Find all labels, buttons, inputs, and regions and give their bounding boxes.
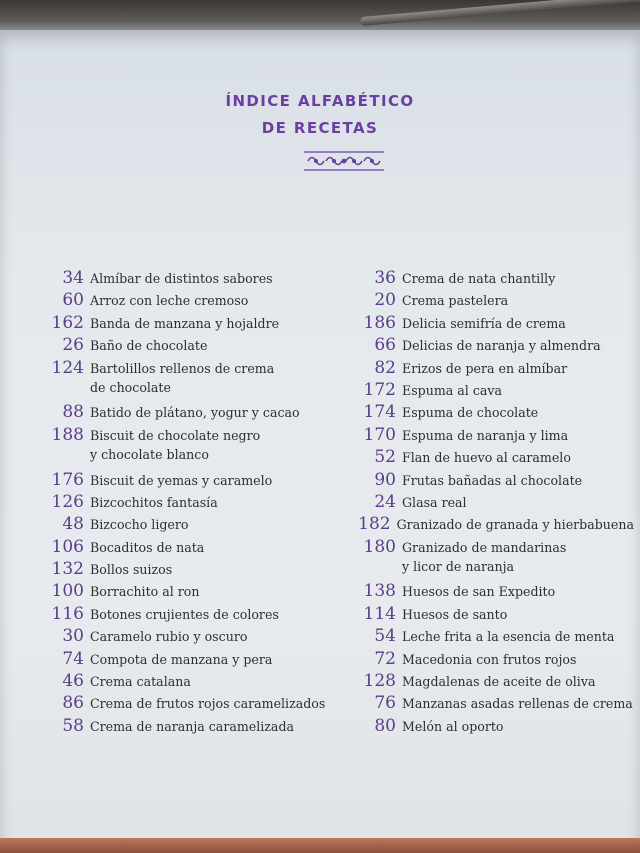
recipe-name: Crema catalana: [90, 674, 191, 690]
recipe-name: Baño de chocolate: [90, 338, 208, 354]
recipe-name: Crema pastelera: [402, 293, 509, 309]
index-column-right: [334, 268, 634, 738]
recipe-name: Granizado de granada y hierbabuena: [396, 517, 634, 533]
page-number: 80: [374, 715, 396, 736]
index-entry: [334, 335, 634, 357]
recipe-name: de chocolate: [90, 379, 171, 395]
index-entry: [22, 604, 332, 626]
index-entry: [22, 425, 332, 447]
index-entry: [334, 537, 634, 559]
index-entry-continuation: [334, 559, 634, 581]
index-entry: [22, 649, 332, 671]
recipe-name: Bizcocho ligero: [90, 517, 189, 533]
page-number: 66: [374, 335, 396, 356]
page-number: 36: [374, 268, 396, 288]
recipe-name: y licor de naranja: [402, 559, 515, 575]
index-entry: [334, 268, 634, 290]
recipe-name: Banda de manzana y hojaldre: [90, 315, 280, 331]
recipe-name: Bartolillos rellenos de crema: [90, 360, 275, 376]
index-entry: [334, 313, 634, 335]
page-number: 76: [374, 693, 396, 714]
recipe-name: Espuma de chocolate: [402, 405, 539, 421]
recipe-name: Borrachito al ron: [90, 584, 200, 600]
index-entry: [22, 559, 332, 581]
index-entry: [334, 425, 634, 447]
page-number: 72: [374, 648, 396, 669]
page-number: 176: [51, 469, 84, 490]
recipe-name: Almíbar de distintos sabores: [90, 271, 273, 286]
index-entry: [334, 671, 634, 693]
page-number: 138: [363, 581, 396, 602]
index-entry: [334, 492, 634, 514]
decorative-ornament-icon: [304, 150, 384, 172]
index-entry: [22, 470, 332, 492]
index-entry: [22, 671, 332, 693]
page-number: 86: [62, 693, 84, 714]
index-entry: [334, 649, 634, 671]
page-number: 46: [62, 671, 84, 692]
recipe-name: Glasa real: [402, 494, 467, 510]
page-number: 106: [51, 536, 84, 557]
page-number: 24: [374, 491, 396, 512]
photo-background-bottom: [0, 838, 640, 853]
recipe-name: Arroz con leche cremoso: [90, 293, 249, 309]
recipe-name: Melón al oporto: [402, 718, 504, 734]
page-number: 170: [363, 424, 396, 445]
recipe-name: Erizos de pera en almíbar: [402, 360, 568, 376]
recipe-name: Manzanas asadas rellenas de crema: [402, 696, 633, 712]
page-number: 30: [62, 626, 84, 647]
recipe-name: Delicias de naranja y almendra: [402, 338, 601, 354]
index-entry: [334, 380, 634, 402]
page-number: 90: [374, 469, 396, 490]
recipe-name: Magdalenas de aceite de oliva: [402, 674, 596, 690]
recipe-name: Crema de nata chantilly: [402, 271, 556, 286]
recipe-name: Biscuit de chocolate negro: [90, 427, 261, 443]
page-number: 180: [363, 536, 396, 557]
recipe-name: Espuma al cava: [402, 382, 503, 398]
page-title-line1: ÍNDICE ALFABÉTICO: [225, 92, 415, 110]
page-number: 172: [363, 379, 396, 400]
page-number: 114: [363, 603, 396, 624]
page-number: 48: [62, 514, 84, 535]
page-number: 82: [374, 357, 396, 378]
index-entry: [334, 447, 634, 469]
index-entry-continuation: [22, 380, 332, 402]
recipe-name: Crema de frutos rojos caramelizados: [90, 696, 326, 712]
index-entry: [22, 626, 332, 648]
recipe-name: Espuma de naranja y lima: [402, 427, 569, 443]
recipe-name: Batido de plátano, yogur y cacao: [90, 405, 300, 421]
index-entry: [334, 693, 634, 715]
index-entry: [22, 358, 332, 380]
index-entry: [22, 268, 332, 290]
page-number: 54: [374, 626, 396, 647]
recipe-name: Delicia semifría de crema: [402, 315, 566, 331]
index-entry: [334, 402, 634, 424]
page-number: 126: [51, 491, 84, 512]
recipe-name: Macedonia con frutos rojos: [402, 651, 577, 667]
index-entry: [334, 716, 634, 738]
page-number: 58: [62, 715, 84, 736]
recipe-name: Frutas bañadas al chocolate: [402, 472, 583, 488]
page-number: 52: [374, 447, 396, 468]
page-title-line2: DE RECETAS: [261, 119, 379, 137]
recipe-name: Bizcochitos fantasía: [90, 494, 218, 510]
recipe-name: Granizado de mandarinas: [402, 539, 567, 555]
page-number: 132: [51, 559, 84, 580]
recipe-name: y chocolate blanco: [90, 447, 209, 463]
index-entry: [334, 604, 634, 626]
page-number: 26: [62, 335, 84, 356]
recipe-name: Caramelo rubio y oscuro: [90, 629, 248, 645]
page-number: 182: [358, 514, 391, 535]
recipe-name: Biscuit de yemas y caramelo: [90, 472, 273, 488]
index-entry: [22, 581, 332, 603]
index-entry: [22, 290, 332, 312]
index-entry: [22, 693, 332, 715]
index-entry-continuation: [22, 447, 332, 469]
page-number: 60: [62, 290, 84, 311]
page-number: 128: [363, 671, 396, 692]
index-entry: [334, 470, 634, 492]
recipe-name: Crema de naranja caramelizada: [90, 718, 295, 734]
recipe-name: Bocaditos de nata: [90, 539, 205, 555]
page-number: 20: [374, 290, 396, 311]
index-entry: [334, 290, 634, 312]
page-number: 186: [363, 312, 396, 333]
page-number: 34: [62, 268, 84, 288]
page-number: 88: [62, 402, 84, 423]
index-entry: [334, 358, 634, 380]
index-column-left: [22, 268, 332, 738]
index-entry: [22, 514, 332, 536]
recipe-name: Huesos de santo: [402, 606, 508, 622]
recipe-name: Compota de manzana y pera: [90, 651, 273, 667]
page-number: 116: [51, 603, 84, 624]
page-number: 174: [363, 402, 396, 423]
recipe-name: Flan de huevo al caramelo: [402, 450, 571, 466]
recipe-name: Bollos suizos: [90, 562, 173, 578]
index-entry: [334, 626, 634, 648]
page-number: 188: [51, 424, 84, 445]
index-entry: [22, 313, 332, 335]
recipe-name: Leche frita a la esencia de menta: [402, 629, 615, 645]
page-number: 100: [51, 581, 84, 602]
index-entry: [22, 335, 332, 357]
index-entry: [22, 716, 332, 738]
page-number: 162: [51, 312, 84, 333]
recipe-name: Huesos de san Expedito: [402, 584, 556, 600]
recipe-name: Botones crujientes de colores: [90, 606, 279, 622]
page-number: 124: [51, 357, 84, 378]
index-entry: [334, 581, 634, 603]
index-entry: [22, 537, 332, 559]
page-number: 74: [62, 648, 84, 669]
index-entry: [22, 492, 332, 514]
index-entry: [334, 514, 634, 536]
index-entry: [22, 402, 332, 424]
